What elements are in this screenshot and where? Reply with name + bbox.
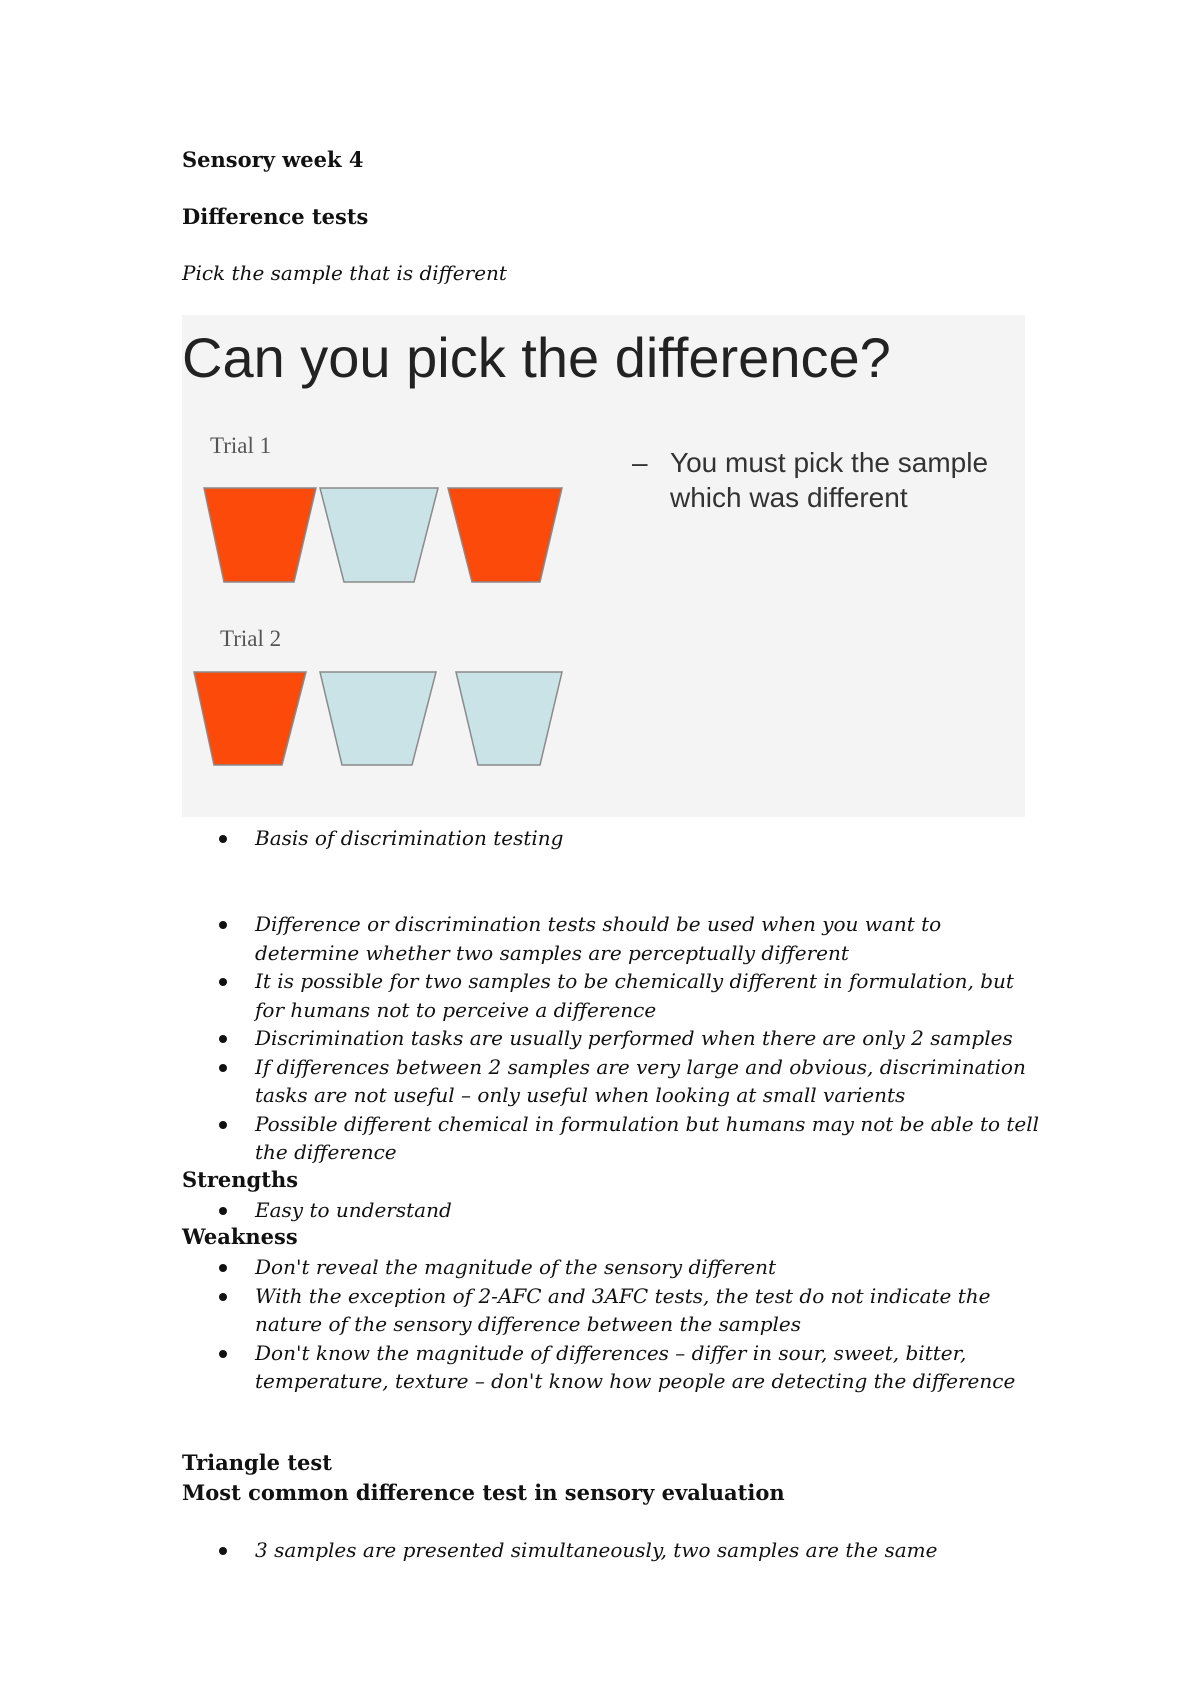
trial-1-cup-2: [320, 488, 438, 582]
list-item: [182, 824, 1042, 853]
trial-2-cup-2: [320, 672, 436, 765]
trial-2-cup-3: [456, 672, 562, 765]
list-item: [182, 910, 1042, 967]
slide-figure: [182, 315, 1025, 817]
list-item: [182, 1339, 1042, 1396]
trial-1-label: Trial 1: [210, 433, 272, 458]
list-item: [182, 1282, 1042, 1339]
list-item-text: With the exception of 2-AFC and 3AFC tests, the test do not indicate the nature of the sensory difference between the samples: [255, 1283, 991, 1336]
bullet-dot-icon: [219, 1547, 227, 1555]
document-title: Sensory week 4: [182, 147, 364, 172]
list-item: [182, 1024, 1042, 1053]
bullet-dot-icon: [219, 1293, 227, 1301]
list-item: [182, 1536, 1042, 1565]
slide-title: Can you pick the difference?: [182, 326, 891, 389]
bullet-dot-icon: [219, 1207, 227, 1215]
list-item: [182, 1053, 1042, 1110]
list-item-text: Don't know the magnitude of differences – differ in sour, sweet, bitter, temperature, texture – don't know how people are detecting the difference: [255, 1340, 1016, 1393]
slide-bullet-dash: –: [632, 447, 648, 478]
cups-illustration: [182, 315, 1025, 817]
weakness-list: [182, 1253, 1042, 1396]
trial-2-cup-1: [194, 672, 306, 765]
bullet-dot-icon: [219, 1264, 227, 1272]
list-item-text: Easy to understand: [255, 1198, 452, 1222]
strengths-list: [182, 1196, 1042, 1225]
bullet-dot-icon: [219, 921, 227, 929]
weakness-heading: Weakness: [182, 1224, 298, 1249]
trial-2-label: Trial 2: [220, 626, 282, 651]
list-item: [182, 1253, 1042, 1282]
list-item-text: 3 samples are presented simultaneously, two samples are the same: [255, 1538, 938, 1562]
list-item: [182, 967, 1042, 1024]
trial-1-cup-1: [204, 488, 316, 582]
list-item-text: Discrimination tasks are usually performed when there are only 2 samples: [255, 1026, 1013, 1050]
slide-bullet-text: You must pick the sample which was different: [670, 447, 989, 513]
triangle-test-heading: Triangle test: [182, 1450, 332, 1475]
list-item-text: Don't reveal the magnitude of the sensory different: [255, 1255, 776, 1279]
basis-list: [182, 824, 1042, 853]
bullet-dot-icon: [219, 1064, 227, 1072]
discrimination-list: [182, 910, 1042, 1167]
list-item: [182, 1196, 1042, 1225]
slide-bullet: [632, 445, 1000, 515]
bullet-dot-icon: [219, 1035, 227, 1043]
bullet-dot-icon: [219, 835, 227, 843]
list-item-text: Possible different chemical in formulation but humans may not be able to tell the difference: [255, 1111, 1040, 1164]
triangle-test-subheading: Most common difference test in sensory evaluation: [182, 1480, 785, 1505]
bullet-dot-icon: [219, 1121, 227, 1129]
triangle-list: [182, 1536, 1042, 1565]
lead-text: Pick the sample that is different: [182, 261, 507, 285]
bullet-dot-icon: [219, 1350, 227, 1358]
list-item-text: Difference or discrimination tests should be used when you want to determine whether two samples are perceptually different: [255, 912, 942, 965]
list-item-text: If differences between 2 samples are very large and obvious, discrimination tasks are not useful – only useful when looking at small varients: [255, 1054, 1026, 1107]
bullet-dot-icon: [219, 978, 227, 986]
list-item: [182, 1110, 1042, 1167]
list-item-text: Basis of discrimination testing: [255, 826, 564, 850]
trial-1-cup-3: [448, 488, 562, 582]
strengths-heading: Strengths: [182, 1167, 299, 1192]
list-item-text: It is possible for two samples to be chemically different in formulation, but for humans not to perceive a difference: [255, 969, 1014, 1022]
section-heading-difference-tests: Difference tests: [182, 204, 369, 229]
